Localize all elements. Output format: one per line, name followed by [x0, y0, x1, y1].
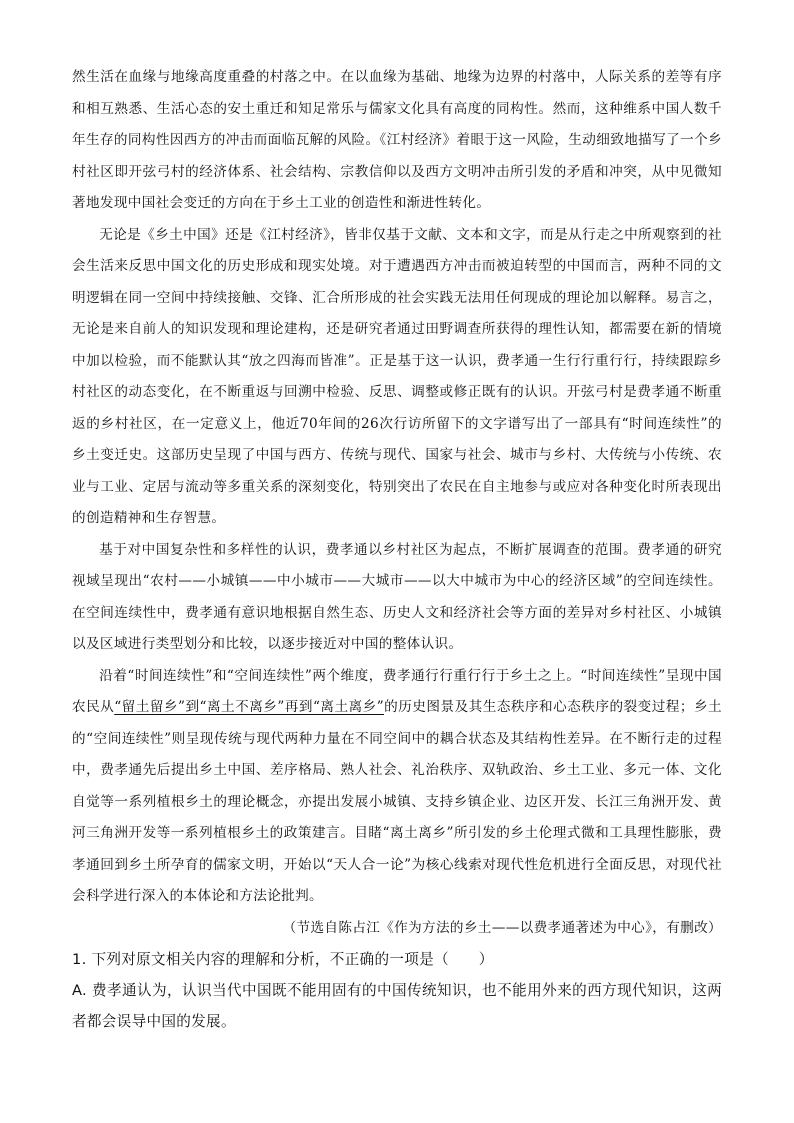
passage-paragraph-1: 然生活在血缘与地缘高度重叠的村落之中。在以血缘为基础、地缘为边界的村落中，人际关系的差等有序和相互熟悉、生活心态的安土重迁和知足常乐与儒家文化具有高度的同构性。然而，这种维系中国人数千年生存的同构性因西方的冲击而面临瓦解的风险。《江村经济》着眼于这一风险，生动细致地描写了一个乡村社区即开弦弓村的经济体系、社会结构、宗教信仰以及西方文明冲击所引发的矛盾和冲突，从中见微知著地发现中国社会变迁的方向在于乡土工业的创造性和渐进性转化。: [72, 69, 722, 211]
paragraph-4-text-start: 沿着“时间连续性”和“空间连续性”两个维度，费孝通行行重行行于乡土之上。“时间连续性”呈现中国农民从: [72, 667, 722, 715]
option-a: A. 费孝通认为，认识当代中国既不能用固有的中国传统知识，也不能用外来的西方现代知识，这两者都会误导中国的发展。: [72, 982, 722, 1030]
source-citation: （节选自陈占江《作为方法的乡土——以费孝通著述为中心》，有删改）: [282, 919, 722, 936]
passage-paragraph-4: [72, 661, 722, 913]
question-stem: 1. 下列对原文相关内容的理解和分析，不正确的一项是（ ）: [72, 951, 494, 968]
underlined-phrase: “留土留乡”到“离土不离乡”再到“离土离乡”: [114, 699, 385, 715]
passage-paragraph-2: 无论是《乡土中国》还是《江村经济》，皆非仅基于文献、文本和文字，而是从行走之中所观察到的社会生活来反思中国文化的历史形成和现实处境。对于遭遇西方冲击而被迫转型的中国而言，两种不同的文明逻辑在同一空间中持续接触、交锋、汇合所形成的社会实践无法用任何现成的理论加以解释。易言之，无论是来自前人的知识发现和理论建构，还是研究者通过田野调查所获得的理性认知，都需要在新的情境中加以检验，而不能默认其“放之四海而皆准”。正是基于这一认识，费孝通一生行行重行行，持续跟踪乡村社区的动态变化，在不断重返与回溯中检验、反思、调整或修正既有的认识。开弦弓村是费孝通不断重返的乡村社区，在一定意义上，他近70年间的26次行访所留下的文字谱写出了一部具有“时间连续性”的乡土变迁史。这部历史呈现了中国与西方、传统与现代、国家与社会、城市与乡村、大传统与小传统、农业与工业、定居与流动等多重关系的深刻变化，特别突出了农民在自主地参与或应对各种变化时所表现出的创造精神和生存智慧。: [72, 226, 722, 526]
reading-passage: [72, 62, 722, 913]
paragraph-4-text-end: 的历史图景及其生态秩序和心态秩序的裂变过程；乡土的“空间连续性”则呈现传统与现代两种力量在不同空间中的耦合状态及其结构性差异。在不断行走的过程中，费孝通先后提出乡土中国、差序格局、熟人社会、礼治秩序、双轨政治、乡土工业、多元一体、文化自觉等一系列植根乡土的理论概念，亦提出发展小城镇、支持乡镇企业、边区开发、长江三角洲开发、黄河三角洲开发等一系列植根乡土的政策建言。目睹“离土离乡”所引发的乡土伦理式微和工具理性膨胀，费孝通回到乡土所孕育的儒家文明，开始以“天人合一论”为核心线索对现代性危机进行全面反思，对现代社会科学进行深入的本体论和方法论批判。: [72, 699, 722, 904]
passage-paragraph-3: 基于对中国复杂性和多样性的认识，费孝通以乡村社区为起点，不断扩展调查的范围。费孝通的研究视域呈现出“农村——小城镇——中小城市——大城市——以大中城市为中心的经济区域”的空间连续性。在空间连续性中，费孝通有意识地根据自然生态、历史人文和经济社会等方面的差异对乡村社区、小城镇以及区域进行类型划分和比较，以逐步接近对中国的整体认识。: [72, 541, 722, 652]
